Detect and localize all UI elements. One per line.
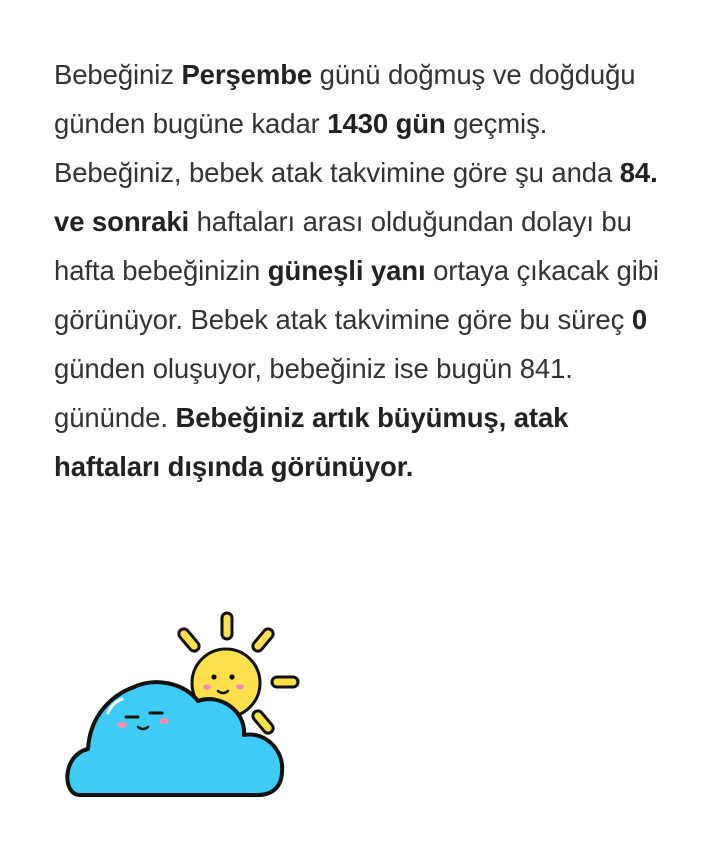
- phase-highlight: güneşli yanı: [267, 255, 426, 286]
- text-segment: günü doğmuş ve doğduğu günden bugüne kadar: [54, 59, 636, 139]
- text-segment: geçmiş. Bebeğiniz, bebek atak takvimine göre şu anda: [54, 108, 620, 188]
- text-segment: günden oluşuyor, bebeğiniz ise bugün 841. gününde.: [54, 353, 573, 433]
- article-paragraph: [54, 50, 674, 491]
- text-segment: Bebeğiniz: [54, 59, 182, 90]
- week-range-highlight: 84. ve sonraki: [54, 157, 658, 237]
- day-of-week-highlight: Perşembe: [181, 59, 313, 90]
- conclusion-highlight: Bebeğiniz artık büyümuş, atak haftaları dışında görünüyor.: [54, 402, 569, 482]
- article-text: [54, 50, 674, 491]
- text-segment: ortaya çıkacak gibi görünüyor. Bebek atak takvimine göre bu süreç: [54, 255, 659, 335]
- process-days-highlight: 0: [631, 304, 648, 335]
- sun-behind-cloud-icon: [60, 605, 310, 805]
- text-segment: haftaları arası olduğundan dolayı bu hafta bebeğinizin: [54, 206, 632, 286]
- days-count-highlight: 1430 gün: [327, 108, 446, 139]
